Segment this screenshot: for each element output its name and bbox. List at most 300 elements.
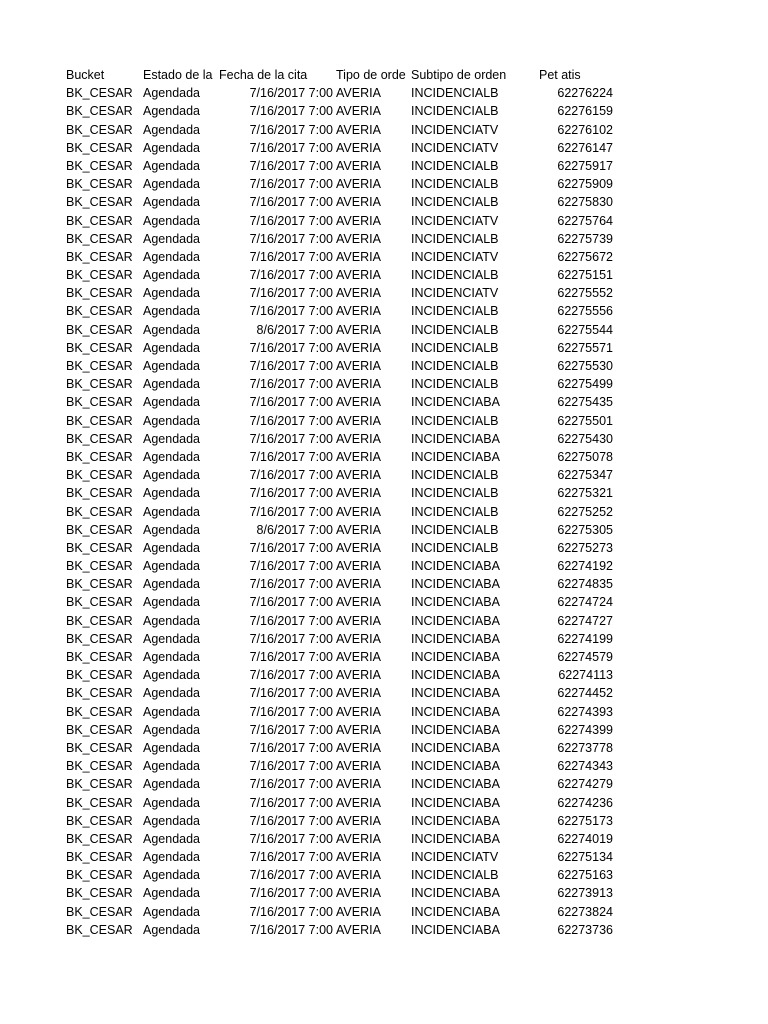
cell-fecha[interactable]: 7/16/2017 7:00	[249, 540, 333, 555]
cell-bucket[interactable]: BK_CESAR	[66, 177, 133, 192]
cell-pet[interactable]: 62275499	[557, 377, 613, 392]
cell-fecha[interactable]: 7/16/2017 7:00	[249, 831, 333, 846]
table-row	[0, 302, 768, 320]
cell-tipo[interactable]: AVERIA	[336, 868, 381, 883]
cell-fecha[interactable]: 7/16/2017 7:00	[249, 813, 333, 828]
cell-tipo[interactable]: AVERIA	[336, 886, 381, 901]
cell-estado[interactable]: Agendada	[143, 86, 201, 101]
cell-fecha[interactable]: 7/16/2017 7:00	[249, 850, 333, 865]
cell-fecha[interactable]: 7/16/2017 7:00	[249, 922, 333, 937]
cell-estado[interactable]: Agendada	[143, 122, 201, 137]
cell-pet[interactable]: 62274579	[557, 650, 613, 664]
cell-fecha[interactable]: 7/16/2017 7:00	[249, 86, 333, 101]
cell-bucket[interactable]: BK_CESAR	[66, 831, 133, 846]
cell-subtipo[interactable]: INCIDENCIATV	[411, 286, 499, 301]
cell-pet[interactable]: 62275544	[557, 322, 613, 337]
cell-bucket[interactable]: BK_CESAR	[66, 868, 133, 883]
cell-fecha[interactable]: 7/16/2017 7:00	[249, 122, 333, 137]
cell-estado[interactable]: Agendada	[143, 249, 201, 264]
cell-estado[interactable]: Agendada	[143, 468, 201, 483]
cell-fecha[interactable]: 7/16/2017 7:00	[249, 340, 333, 355]
cell-pet[interactable]: 62274199	[557, 631, 613, 646]
cell-subtipo[interactable]: INCIDENCIATV	[411, 213, 499, 228]
cell-tipo[interactable]: AVERIA	[336, 177, 381, 192]
cell-pet[interactable]: 62275273	[557, 540, 613, 555]
cell-fecha[interactable]: 7/16/2017 7:00	[249, 431, 333, 446]
cell-tipo[interactable]: AVERIA	[336, 449, 381, 464]
cell-pet[interactable]: 62275435	[557, 395, 613, 410]
cell-subtipo[interactable]: INCIDENCIABA	[411, 613, 500, 628]
cell-fecha[interactable]: 7/16/2017 7:00	[249, 249, 333, 264]
cell-pet[interactable]: 62275134	[557, 850, 613, 865]
table-row	[0, 593, 768, 611]
cell-pet[interactable]: 62275305	[557, 522, 613, 537]
cell-fecha[interactable]: 7/16/2017 7:00	[249, 504, 333, 519]
cell-tipo[interactable]: AVERIA	[336, 86, 381, 101]
cell-subtipo[interactable]: INCIDENCIALB	[411, 322, 499, 337]
cell-estado[interactable]: Agendada	[143, 704, 201, 719]
cell-subtipo[interactable]: INCIDENCIABA	[411, 795, 500, 810]
cell-estado[interactable]: Agendada	[143, 304, 201, 319]
cell-fecha[interactable]: 7/16/2017 7:00	[249, 449, 333, 464]
cell-estado[interactable]: Agendada	[143, 868, 201, 883]
cell-fecha[interactable]: 7/16/2017 7:00	[249, 104, 333, 119]
cell-estado[interactable]: Agendada	[143, 213, 201, 228]
cell-fecha[interactable]: 7/16/2017 7:00	[249, 795, 333, 810]
cell-bucket[interactable]: BK_CESAR	[66, 577, 133, 592]
cell-estado[interactable]: Agendada	[143, 795, 201, 810]
cell-estado[interactable]: Agendada	[143, 559, 201, 574]
cell-pet[interactable]: 62274452	[557, 686, 613, 701]
cell-pet[interactable]: 62273736	[557, 922, 613, 937]
cell-pet[interactable]: 62274236	[557, 795, 613, 810]
cell-pet[interactable]: 62274019	[557, 831, 613, 846]
cell-subtipo[interactable]: INCIDENCIALB	[411, 413, 499, 428]
cell-tipo[interactable]: AVERIA	[336, 904, 381, 919]
cell-pet[interactable]: 62275347	[557, 468, 613, 483]
cell-pet[interactable]: 62273778	[557, 740, 613, 755]
cell-pet[interactable]: 62275173	[557, 813, 613, 828]
cell-subtipo[interactable]: INCIDENCIABA	[411, 559, 500, 574]
cell-bucket[interactable]: BK_CESAR	[66, 613, 133, 628]
table-row	[0, 630, 768, 648]
cell-estado[interactable]: Agendada	[143, 449, 201, 464]
cell-estado[interactable]: Agendada	[143, 740, 201, 755]
cell-estado[interactable]: Agendada	[143, 413, 201, 428]
cell-pet[interactable]: 62275552	[557, 286, 613, 301]
cell-estado[interactable]: Agendada	[143, 595, 201, 610]
cell-estado[interactable]: Agendada	[143, 286, 201, 301]
cell-fecha[interactable]: 8/6/2017 7:00	[256, 522, 333, 537]
cell-tipo[interactable]: AVERIA	[336, 704, 381, 719]
cell-pet[interactable]: 62274835	[557, 577, 613, 592]
cell-tipo[interactable]: AVERIA	[336, 850, 381, 865]
cell-subtipo[interactable]: INCIDENCIABA	[411, 704, 500, 719]
cell-bucket[interactable]: BK_CESAR	[66, 431, 133, 446]
cell-fecha[interactable]: 7/16/2017 7:00	[249, 740, 333, 755]
cell-estado[interactable]: Agendada	[143, 922, 201, 937]
cell-bucket[interactable]: BK_CESAR	[66, 395, 133, 410]
cell-estado[interactable]: Agendada	[143, 777, 201, 792]
cell-pet[interactable]: 62275830	[557, 195, 613, 210]
cell-estado[interactable]: Agendada	[143, 431, 201, 446]
cell-bucket[interactable]: BK_CESAR	[66, 322, 133, 337]
cell-bucket[interactable]: BK_CESAR	[66, 195, 133, 210]
cell-subtipo[interactable]: INCIDENCIABA	[411, 631, 500, 646]
cell-tipo[interactable]: AVERIA	[336, 431, 381, 446]
cell-estado[interactable]: Agendada	[143, 850, 201, 865]
cell-bucket[interactable]: BK_CESAR	[66, 795, 133, 810]
cell-pet[interactable]: 62275321	[557, 486, 613, 501]
cell-estado[interactable]: Agendada	[143, 831, 201, 846]
cell-subtipo[interactable]: INCIDENCIATV	[411, 122, 499, 137]
cell-bucket[interactable]: BK_CESAR	[66, 886, 133, 901]
table-row	[0, 521, 768, 539]
cell-tipo[interactable]: AVERIA	[336, 831, 381, 846]
cell-subtipo[interactable]: INCIDENCIABA	[411, 722, 500, 737]
cell-bucket[interactable]: BK_CESAR	[66, 359, 133, 373]
cell-pet[interactable]: 62275430	[557, 431, 613, 446]
cell-tipo[interactable]: AVERIA	[336, 650, 381, 664]
cell-estado[interactable]: Agendada	[143, 177, 201, 192]
cell-fecha[interactable]: 7/16/2017 7:00	[249, 395, 333, 410]
cell-estado[interactable]: Agendada	[143, 486, 201, 501]
cell-estado[interactable]: Agendada	[143, 268, 201, 283]
cell-subtipo[interactable]: INCIDENCIALB	[411, 486, 499, 501]
cell-pet[interactable]: 62275556	[557, 304, 613, 319]
cell-pet[interactable]: 62275151	[557, 268, 613, 283]
cell-pet[interactable]: 62275078	[557, 449, 613, 464]
cell-bucket[interactable]: BK_CESAR	[66, 122, 133, 137]
cell-fecha[interactable]: 7/16/2017 7:00	[249, 304, 333, 319]
cell-estado[interactable]: Agendada	[143, 759, 201, 774]
cell-subtipo[interactable]: INCIDENCIALB	[411, 359, 499, 373]
cell-pet[interactable]: 62274192	[557, 559, 613, 574]
cell-estado[interactable]: Agendada	[143, 377, 201, 392]
cell-bucket[interactable]: BK_CESAR	[66, 377, 133, 392]
cell-bucket[interactable]: BK_CESAR	[66, 759, 133, 774]
cell-bucket[interactable]: BK_CESAR	[66, 86, 133, 101]
cell-tipo[interactable]: AVERIA	[336, 813, 381, 828]
cell-estado[interactable]: Agendada	[143, 140, 201, 155]
cell-subtipo[interactable]: INCIDENCIABA	[411, 431, 500, 446]
cell-bucket[interactable]: BK_CESAR	[66, 304, 133, 319]
cell-bucket[interactable]: BK_CESAR	[66, 286, 133, 301]
cell-estado[interactable]: Agendada	[143, 522, 201, 537]
cell-fecha[interactable]: 7/16/2017 7:00	[249, 577, 333, 592]
cell-pet[interactable]: 62276224	[557, 86, 613, 101]
cell-bucket[interactable]: BK_CESAR	[66, 740, 133, 755]
spreadsheet	[0, 66, 768, 939]
cell-bucket[interactable]: BK_CESAR	[66, 449, 133, 464]
cell-tipo[interactable]: AVERIA	[336, 213, 381, 228]
cell-pet[interactable]: 62274727	[557, 613, 613, 628]
cell-tipo[interactable]: AVERIA	[336, 740, 381, 755]
cell-bucket[interactable]: BK_CESAR	[66, 158, 133, 173]
cell-estado[interactable]: Agendada	[143, 158, 201, 173]
cell-estado[interactable]: Agendada	[143, 540, 201, 555]
cell-tipo[interactable]: AVERIA	[336, 613, 381, 628]
cell-pet[interactable]: 62273824	[557, 904, 613, 919]
cell-pet[interactable]: 62275501	[557, 413, 613, 428]
cell-subtipo[interactable]: INCIDENCIABA	[411, 395, 500, 410]
cell-bucket[interactable]: BK_CESAR	[66, 904, 133, 919]
header-tipo[interactable]: Tipo de orde	[336, 68, 406, 82]
cell-pet[interactable]: 62274399	[557, 722, 613, 737]
cell-estado[interactable]: Agendada	[143, 650, 201, 664]
cell-fecha[interactable]: 7/16/2017 7:00	[249, 777, 333, 792]
cell-fecha[interactable]: 8/6/2017 7:00	[256, 322, 333, 337]
table-row	[0, 557, 768, 575]
cell-subtipo[interactable]: INCIDENCIALB	[411, 268, 499, 283]
cell-subtipo[interactable]: INCIDENCIABA	[411, 595, 500, 610]
cell-subtipo[interactable]: INCIDENCIABA	[411, 886, 500, 901]
cell-pet[interactable]: 62275917	[557, 158, 613, 173]
cell-subtipo[interactable]: INCIDENCIABA	[411, 449, 500, 464]
cell-estado[interactable]: Agendada	[143, 668, 201, 683]
cell-estado[interactable]: Agendada	[143, 904, 201, 919]
cell-pet[interactable]: 62274343	[557, 759, 613, 774]
cell-fecha[interactable]: 7/16/2017 7:00	[249, 704, 333, 719]
cell-tipo[interactable]: AVERIA	[336, 140, 381, 155]
cell-estado[interactable]: Agendada	[143, 322, 201, 337]
cell-pet[interactable]: 62275672	[557, 249, 613, 264]
cell-bucket[interactable]: BK_CESAR	[66, 213, 133, 228]
cell-bucket[interactable]: BK_CESAR	[66, 340, 133, 355]
cell-fecha[interactable]: 7/16/2017 7:00	[249, 631, 333, 646]
cell-tipo[interactable]: AVERIA	[336, 249, 381, 264]
cell-bucket[interactable]: BK_CESAR	[66, 704, 133, 719]
cell-estado[interactable]: Agendada	[143, 722, 201, 737]
cell-tipo[interactable]: AVERIA	[336, 922, 381, 937]
cell-tipo[interactable]: AVERIA	[336, 413, 381, 428]
cell-bucket[interactable]: BK_CESAR	[66, 268, 133, 283]
cell-fecha[interactable]: 7/16/2017 7:00	[249, 886, 333, 901]
cell-bucket[interactable]: BK_CESAR	[66, 668, 133, 683]
cell-subtipo[interactable]: INCIDENCIABA	[411, 759, 500, 774]
cell-subtipo[interactable]: INCIDENCIABA	[411, 650, 500, 664]
cell-tipo[interactable]: AVERIA	[336, 322, 381, 337]
cell-tipo[interactable]: AVERIA	[336, 504, 381, 519]
cell-estado[interactable]: Agendada	[143, 686, 201, 701]
cell-bucket[interactable]: BK_CESAR	[66, 813, 133, 828]
cell-estado[interactable]: Agendada	[143, 195, 201, 210]
cell-tipo[interactable]: AVERIA	[336, 722, 381, 737]
cell-subtipo[interactable]: INCIDENCIABA	[411, 577, 500, 592]
cell-subtipo[interactable]: INCIDENCIALB	[411, 231, 499, 246]
cell-pet[interactable]: 62276147	[557, 140, 613, 155]
cell-fecha[interactable]: 7/16/2017 7:00	[249, 158, 333, 173]
cell-bucket[interactable]: BK_CESAR	[66, 522, 133, 537]
cell-fecha[interactable]: 7/16/2017 7:00	[249, 686, 333, 701]
cell-subtipo[interactable]: INCIDENCIABA	[411, 668, 500, 683]
cell-bucket[interactable]: BK_CESAR	[66, 540, 133, 555]
cell-estado[interactable]: Agendada	[143, 359, 201, 373]
cell-subtipo[interactable]: INCIDENCIABA	[411, 740, 500, 755]
header-estado[interactable]: Estado de la	[143, 68, 213, 82]
cell-bucket[interactable]: BK_CESAR	[66, 486, 133, 501]
cell-tipo[interactable]: AVERIA	[336, 468, 381, 483]
cell-bucket[interactable]: BK_CESAR	[66, 631, 133, 646]
cell-subtipo[interactable]: INCIDENCIALB	[411, 304, 499, 319]
header-pet[interactable]: Pet atis	[539, 68, 581, 82]
cell-tipo[interactable]: AVERIA	[336, 577, 381, 592]
cell-tipo[interactable]: AVERIA	[336, 231, 381, 246]
cell-subtipo[interactable]: INCIDENCIALB	[411, 522, 499, 537]
cell-subtipo[interactable]: INCIDENCIALB	[411, 540, 499, 555]
cell-fecha[interactable]: 7/16/2017 7:00	[249, 359, 333, 373]
cell-fecha[interactable]: 7/16/2017 7:00	[249, 268, 333, 283]
cell-estado[interactable]: Agendada	[143, 504, 201, 519]
cell-bucket[interactable]: BK_CESAR	[66, 850, 133, 865]
cell-bucket[interactable]: BK_CESAR	[66, 249, 133, 264]
cell-subtipo[interactable]: INCIDENCIALB	[411, 340, 499, 355]
cell-tipo[interactable]: AVERIA	[336, 631, 381, 646]
cell-bucket[interactable]: BK_CESAR	[66, 595, 133, 610]
cell-estado[interactable]: Agendada	[143, 104, 201, 119]
cell-tipo[interactable]: AVERIA	[336, 777, 381, 792]
cell-subtipo[interactable]: INCIDENCIALB	[411, 195, 499, 210]
cell-pet[interactable]: 62275252	[557, 504, 613, 519]
table-row	[0, 248, 768, 266]
cell-pet[interactable]: 62273913	[557, 886, 613, 901]
cell-estado[interactable]: Agendada	[143, 340, 201, 355]
cell-bucket[interactable]: BK_CESAR	[66, 722, 133, 737]
cell-pet[interactable]: 62275530	[557, 359, 613, 373]
cell-tipo[interactable]: AVERIA	[336, 486, 381, 501]
cell-estado[interactable]: Agendada	[143, 577, 201, 592]
cell-fecha[interactable]: 7/16/2017 7:00	[249, 650, 333, 664]
cell-fecha[interactable]: 7/16/2017 7:00	[249, 595, 333, 610]
cell-estado[interactable]: Agendada	[143, 813, 201, 828]
cell-estado[interactable]: Agendada	[143, 613, 201, 628]
cell-subtipo[interactable]: INCIDENCIABA	[411, 831, 500, 846]
cell-pet[interactable]: 62274113	[558, 668, 613, 683]
cell-fecha[interactable]: 7/16/2017 7:00	[249, 231, 333, 246]
cell-tipo[interactable]: AVERIA	[336, 340, 381, 355]
cell-bucket[interactable]: BK_CESAR	[66, 559, 133, 574]
cell-bucket[interactable]: BK_CESAR	[66, 922, 133, 937]
cell-bucket[interactable]: BK_CESAR	[66, 140, 133, 155]
cell-pet[interactable]: 62275571	[557, 340, 613, 355]
cell-subtipo[interactable]: INCIDENCIALB	[411, 504, 499, 519]
cell-subtipo[interactable]: INCIDENCIALB	[411, 377, 499, 392]
cell-subtipo[interactable]: INCIDENCIALB	[411, 158, 499, 173]
cell-tipo[interactable]: AVERIA	[336, 668, 381, 683]
cell-fecha[interactable]: 7/16/2017 7:00	[249, 613, 333, 628]
cell-bucket[interactable]: BK_CESAR	[66, 413, 133, 428]
cell-bucket[interactable]: BK_CESAR	[66, 468, 133, 483]
cell-subtipo[interactable]: INCIDENCIALB	[411, 468, 499, 483]
cell-tipo[interactable]: AVERIA	[336, 522, 381, 537]
table-row	[0, 212, 768, 230]
cell-bucket[interactable]: BK_CESAR	[66, 686, 133, 701]
cell-tipo[interactable]: AVERIA	[336, 158, 381, 173]
cell-estado[interactable]: Agendada	[143, 631, 201, 646]
cell-tipo[interactable]: AVERIA	[336, 195, 381, 210]
cell-tipo[interactable]: AVERIA	[336, 304, 381, 319]
cell-tipo[interactable]: AVERIA	[336, 377, 381, 392]
cell-fecha[interactable]: 7/16/2017 7:00	[249, 868, 333, 883]
cell-subtipo[interactable]: INCIDENCIABA	[411, 686, 500, 701]
cell-tipo[interactable]: AVERIA	[336, 759, 381, 774]
cell-fecha[interactable]: 7/16/2017 7:00	[249, 904, 333, 919]
table-row	[0, 430, 768, 448]
cell-subtipo[interactable]: INCIDENCIABA	[411, 922, 500, 937]
cell-tipo[interactable]: AVERIA	[336, 122, 381, 137]
cell-tipo[interactable]: AVERIA	[336, 395, 381, 410]
cell-fecha[interactable]: 7/16/2017 7:00	[249, 722, 333, 737]
cell-subtipo[interactable]: INCIDENCIABA	[411, 813, 500, 828]
cell-fecha[interactable]: 7/16/2017 7:00	[249, 377, 333, 392]
cell-subtipo[interactable]: INCIDENCIATV	[411, 249, 499, 264]
cell-estado[interactable]: Agendada	[143, 395, 201, 410]
cell-fecha[interactable]: 7/16/2017 7:00	[249, 213, 333, 228]
cell-fecha[interactable]: 7/16/2017 7:00	[249, 413, 333, 428]
cell-tipo[interactable]: AVERIA	[336, 104, 381, 119]
header-bucket[interactable]: Bucket	[66, 68, 105, 82]
cell-pet[interactable]: 62276159	[557, 104, 613, 119]
cell-estado[interactable]: Agendada	[143, 231, 201, 246]
cell-bucket[interactable]: BK_CESAR	[66, 777, 133, 792]
cell-pet[interactable]: 62274393	[557, 704, 613, 719]
header-subtipo[interactable]: Subtipo de orden	[411, 68, 507, 82]
cell-tipo[interactable]: AVERIA	[336, 540, 381, 555]
cell-tipo[interactable]: AVERIA	[336, 686, 381, 701]
cell-estado[interactable]: Agendada	[143, 886, 201, 901]
cell-subtipo[interactable]: INCIDENCIALB	[411, 177, 499, 192]
cell-tipo[interactable]: AVERIA	[336, 595, 381, 610]
cell-tipo[interactable]: AVERIA	[336, 359, 381, 373]
cell-bucket[interactable]: BK_CESAR	[66, 650, 133, 664]
cell-subtipo[interactable]: INCIDENCIATV	[411, 140, 499, 155]
cell-pet[interactable]: 62274279	[557, 777, 613, 792]
cell-bucket[interactable]: BK_CESAR	[66, 231, 133, 246]
cell-pet[interactable]: 62275764	[557, 213, 613, 228]
cell-bucket[interactable]: BK_CESAR	[66, 104, 133, 119]
table-row	[0, 412, 768, 430]
cell-subtipo[interactable]: INCIDENCIABA	[411, 777, 500, 792]
cell-fecha[interactable]: 7/16/2017 7:00	[249, 195, 333, 210]
cell-pet[interactable]: 62275909	[557, 177, 613, 192]
table-row	[0, 721, 768, 739]
cell-fecha[interactable]: 7/16/2017 7:00	[249, 486, 333, 501]
cell-tipo[interactable]: AVERIA	[336, 268, 381, 283]
cell-tipo[interactable]: AVERIA	[336, 795, 381, 810]
header-fecha[interactable]: Fecha de la cita	[219, 68, 308, 82]
cell-subtipo[interactable]: INCIDENCIALB	[411, 104, 499, 119]
cell-pet[interactable]: 62275163	[557, 868, 613, 883]
cell-bucket[interactable]: BK_CESAR	[66, 504, 133, 519]
cell-tipo[interactable]: AVERIA	[336, 286, 381, 301]
cell-subtipo[interactable]: INCIDENCIALB	[411, 86, 499, 101]
cell-pet[interactable]: 62274724	[557, 595, 613, 610]
cell-fecha[interactable]: 7/16/2017 7:00	[249, 559, 333, 574]
cell-fecha[interactable]: 7/16/2017 7:00	[249, 468, 333, 483]
cell-subtipo[interactable]: INCIDENCIATV	[411, 850, 499, 865]
cell-subtipo[interactable]: INCIDENCIALB	[411, 868, 499, 883]
cell-fecha[interactable]: 7/16/2017 7:00	[249, 177, 333, 192]
cell-pet[interactable]: 62275739	[557, 231, 613, 246]
cell-fecha[interactable]: 7/16/2017 7:00	[249, 140, 333, 155]
cell-subtipo[interactable]: INCIDENCIABA	[411, 904, 500, 919]
cell-fecha[interactable]: 7/16/2017 7:00	[249, 286, 333, 301]
cell-fecha[interactable]: 7/16/2017 7:00	[249, 668, 333, 683]
cell-fecha[interactable]: 7/16/2017 7:00	[249, 759, 333, 774]
cell-pet[interactable]: 62276102	[557, 122, 613, 137]
table-row	[0, 284, 768, 302]
cell-tipo[interactable]: AVERIA	[336, 559, 381, 574]
